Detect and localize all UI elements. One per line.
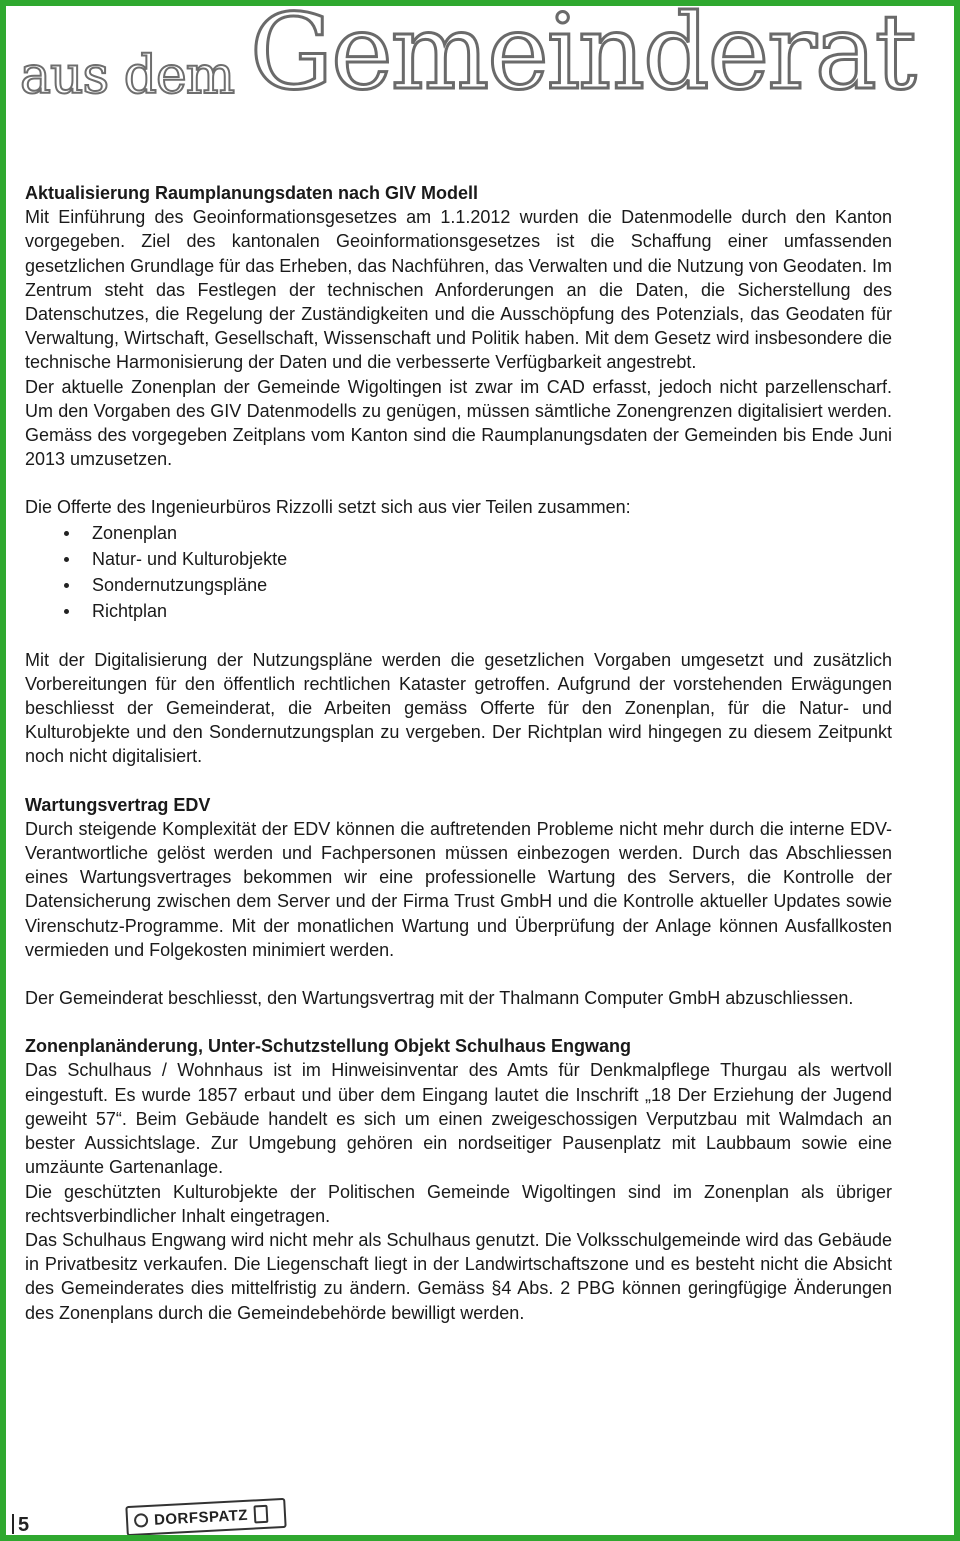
list-item-label: Zonenplan (92, 522, 178, 543)
stamp-label: DORFSPATZ (153, 1506, 249, 1529)
paragraph: Die geschützten Kulturobjekte der Politischen Gemeinde Wigoltingen sind im Zonenplan als übriger rechtsverbindlicher Inhalt eingetragen. (25, 1181, 892, 1226)
paragraph: Der Gemeinderat beschliesst, den Wartungsvertrag mit der Thalmann Computer GmbH abzuschliessen. (25, 988, 854, 1009)
spacer (25, 769, 892, 793)
bullet-icon (64, 583, 69, 588)
list-item-label: Richtplan (92, 600, 168, 621)
bullet-icon (64, 557, 69, 562)
bullet-icon (64, 609, 69, 614)
section-heading-giv: Aktualisierung Raumplanungsdaten nach GIV Modell (25, 183, 479, 203)
spacer (25, 624, 892, 648)
bullet-icon (64, 531, 69, 536)
spacer (25, 962, 892, 986)
list-item (92, 598, 892, 624)
masthead-title: Gemeinderat (250, 0, 915, 113)
paragraph: Mit der Digitalisierung der Nutzungspläne werden die gesetzlichen Vorgaben umgesetzt und zusätzlich Vorbereitungen für den öffentlich rechtlichen Kataster getroffen. Aufgrund der vorstehenden Erwägungen beschliesst der Gemeinderat, die Arbeiten gemäss Offerte für den Zonenplan, für die Natur- und Kulturobjekte und den Sondernutzungsplan zu vergeben. Der Richtplan wird hingegen zu diesem Zeitpunkt noch nicht digitalisiert. (25, 649, 892, 767)
bird-icon (134, 1513, 149, 1528)
spacer (25, 471, 892, 495)
masthead (6, 0, 954, 116)
section-heading-engwang: Zonenplanänderung, Unter-Schutzstellung Objekt Schulhaus Engwang (25, 1036, 632, 1057)
list-item-label: Natur- und Kulturobjekte (92, 548, 288, 569)
paragraph: Der aktuelle Zonenplan der Gemeinde Wigoltingen ist zwar im CAD erfasst, jedoch nicht parzellenscharf. Um den Vorgaben des GIV Datenmodells zu genügen, müssen sämtliche Zonengrenzen digitalisiert werden. Gemäss des vorgegeben Zeitplans vom Kanton sind die Raumplanungsdaten der Gemeinden bis Ende Juni 2013 umzusetzen. (25, 376, 892, 470)
spacer (25, 1010, 892, 1034)
masthead-prefix: aus dem (20, 46, 235, 106)
paragraph: Das Schulhaus / Wohnhaus ist im Hinweisinventar des Amts für Denkmalpflege Thurgau als wertvoll eingestuft. Es wurde 1857 erbaut und über dem Eingang lautet die Inschrift „18 Der Erziehung der Jugend geweiht 57“. Beim Gebäude handelt es sich um einen zweigeschossigen Verputzbau mit Walmdach an bester Aussichtslage. Zur Umgebung gehören ein nordseitiger Pausenplatz mit Laubbaum sowie eine umzäunte Gartenanlage. (25, 1060, 892, 1178)
list-item (92, 520, 892, 546)
coat-of-arms-icon (253, 1505, 268, 1524)
list-item-label: Sondernutzungspläne (92, 574, 268, 595)
list-item (92, 546, 892, 572)
offer-parts-list (25, 520, 892, 624)
list-item (92, 572, 892, 598)
paragraph: Das Schulhaus Engwang wird nicht mehr als Schulhaus genutzt. Die Volksschulgemeinde wird das Gebäude in Privatbesitz verkaufen. Die Liegenschaft liegt in der Landwirtschaftszone und es besteht nicht die Absicht des Gemeinderates dies mittelfristig zu ändern. Gemäss §4 Abs. 2 PBG können geringfügige Änderungen des Zonenplans durch die Gemeindebehörde bewilligt werden. (25, 1229, 892, 1323)
paragraph: Durch steigende Komplexität der EDV können die auftretenden Probleme nicht mehr durch die interne EDV-Verantwortliche gelöst werden und Fachpersonen müssen einbezogen werden. Durch das Abschliessen eines Wartungsvertrages bekommen wir eine professionelle Wartung des Servers, die Kontrolle der Datensicherung zwischen dem Server und der Firma Trust GmbH und die Kontrolle aktueller Updates sowie Virenschutz-Programme. Mit der monatlichen Wartung und Überprüfung der Anlage können Ausfallkosten vermieden und Folgekosten minimiert werden. (25, 818, 892, 960)
section-heading-edv: Wartungsvertrag EDV (25, 794, 211, 815)
article-body (25, 181, 892, 1325)
dorfspatz-stamp (125, 1498, 286, 1536)
paragraph: Mit Einführung des Geoinformationsgesetzes am 1.1.2012 wurden die Datenmodelle durch den Kanton vorgegeben. Ziel des kantonalen Geoinformationsgesetzes ist die Schaffung einer umfassenden gesetzlichen Grundlage für das Erheben, das Nachführen, das Verwalten und die Nutzung von Geodaten. Im Zentrum steht das Festlegen der technischen Anforderungen an die Daten, die Sicherstellung des Datenschutzes, die Regelung der Zuständigkeiten und die Ausschöpfung des Potenzials, das Geodaten für Verwaltung, Wirtschaft, Gesellschaft, Wissenschaft und Politik haben. Mit dem Gesetz wird insbesondere die technische Harmonisierung der Daten und die verbesserte Verfügbarkeit angestrebt. (25, 207, 892, 373)
divider (12, 1514, 14, 1534)
page-number-value: 5 (18, 1514, 30, 1536)
page-number (12, 1514, 29, 1537)
paragraph: Die Offerte des Ingenieurbüros Rizzolli setzt sich aus vier Teilen zusammen: (25, 497, 631, 518)
